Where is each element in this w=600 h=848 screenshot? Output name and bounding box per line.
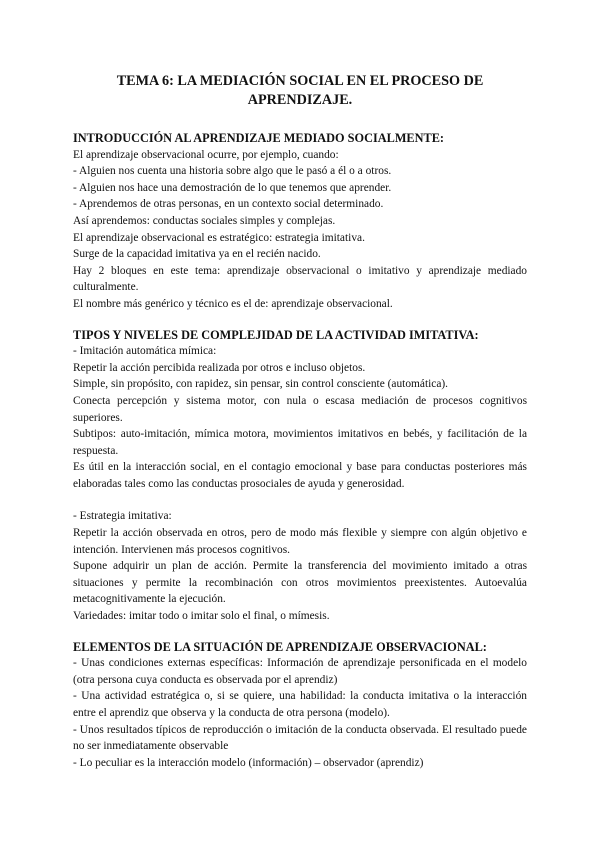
subheading: - Imitación automática mímica: (73, 345, 217, 358)
section-spacer (73, 313, 527, 327)
paragraph: Conecta percepción y sistema motor, con nula o escasa mediación de procesos cognitivos superiores. (73, 394, 527, 424)
subheading: - Estrategia imitativa: (73, 510, 172, 523)
paragraph: Variedades: imitar todo o imitar solo el final, o mímesis. (73, 610, 330, 623)
list-item: - Aprendemos de otras personas, en un contexto social determinado. (73, 198, 384, 211)
list-item: - Alguien nos hace una demostración de lo que tenemos que aprender. (73, 181, 392, 194)
section-tipos-niveles (73, 327, 527, 625)
list-item: - Unas condiciones externas específicas: Información de aprendizaje personificada en el modelo (otra persona cuya conducta es observada por el aprendiz) (73, 657, 527, 686)
paragraph: Subtipos: auto-imitación, mímica motora, movimientos imitativos en bebés, y facilitación de la respuesta. (73, 428, 527, 457)
list-item: - Alguien nos cuenta una historia sobre algo que le pasó a él o a otros. (73, 165, 392, 178)
paragraph: El aprendizaje observacional ocurre, por ejemplo, cuando: (73, 148, 339, 161)
paragraph: Repetir la acción observada en otros, pero de modo más flexible y siempre con algún objetivo e intención. Intervienen más procesos cognitivos. (73, 527, 527, 556)
section-introduccion (73, 130, 527, 313)
page-title: TEMA 6: LA MEDIACIÓN SOCIAL EN EL PROCESO DE APRENDIZAJE. (116, 73, 484, 108)
paragraph: Hay 2 bloques en este tema: aprendizaje observacional o imitativo y aprendizaje mediado culturalmente. (73, 264, 527, 294)
section-elementos (73, 639, 527, 772)
paragraph-spacer (73, 492, 527, 508)
paragraph: Así aprendemos: conductas sociales simples y complejas. (73, 214, 336, 227)
paragraph: Simple, sin propósito, con rapidez, sin pensar, sin control consciente (automática). (73, 378, 449, 391)
paragraph: Supone adquirir un plan de acción. Permite la transferencia del movimiento imitado a otras situaciones y permite la recombinación con otros movimientos preexistentes. Autoevalúa metacognitivamente la ejecución. (73, 560, 527, 606)
section-heading: ELEMENTOS DE LA SITUACIÓN DE APRENDIZAJE OBSERVACIONAL: (73, 639, 487, 654)
list-item: - Unos resultados típicos de reproducción o imitación de la conducta observada. El resultado puede no ser inmediatamente observable (73, 723, 527, 753)
list-item: - Una actividad estratégica o, si se quiere, una habilidad: la conducta imitativa o la interacción entre el aprendiz que observa y la conducta de otra persona (modelo). (73, 690, 527, 719)
paragraph: El nombre más genérico y técnico es el de: aprendizaje observacional. (73, 297, 393, 310)
section-heading: INTRODUCCIÓN AL APRENDIZAJE MEDIADO SOCIALMENTE: (73, 131, 445, 145)
paragraph: El aprendizaje observacional es estratégico: estrategia imitativa. (73, 231, 365, 244)
paragraph: Es útil en la interacción social, en el contagio emocional y base para conductas posteriores más elaboradas tales como las conductas prosociales de ayuda y generosidad. (73, 461, 527, 490)
section-spacer (73, 625, 527, 639)
list-item: - Lo peculiar es la interacción modelo (información) – observador (aprendiz) (73, 756, 424, 769)
document-page (73, 72, 527, 771)
section-heading: TIPOS Y NIVELES DE COMPLEJIDAD DE LA ACTIVIDAD IMITATIVA: (73, 327, 479, 342)
paragraph: Repetir la acción percibida realizada por otros e incluso objetos. (73, 361, 366, 374)
paragraph: Surge de la capacidad imitativa ya en el recién nacido. (73, 248, 321, 261)
